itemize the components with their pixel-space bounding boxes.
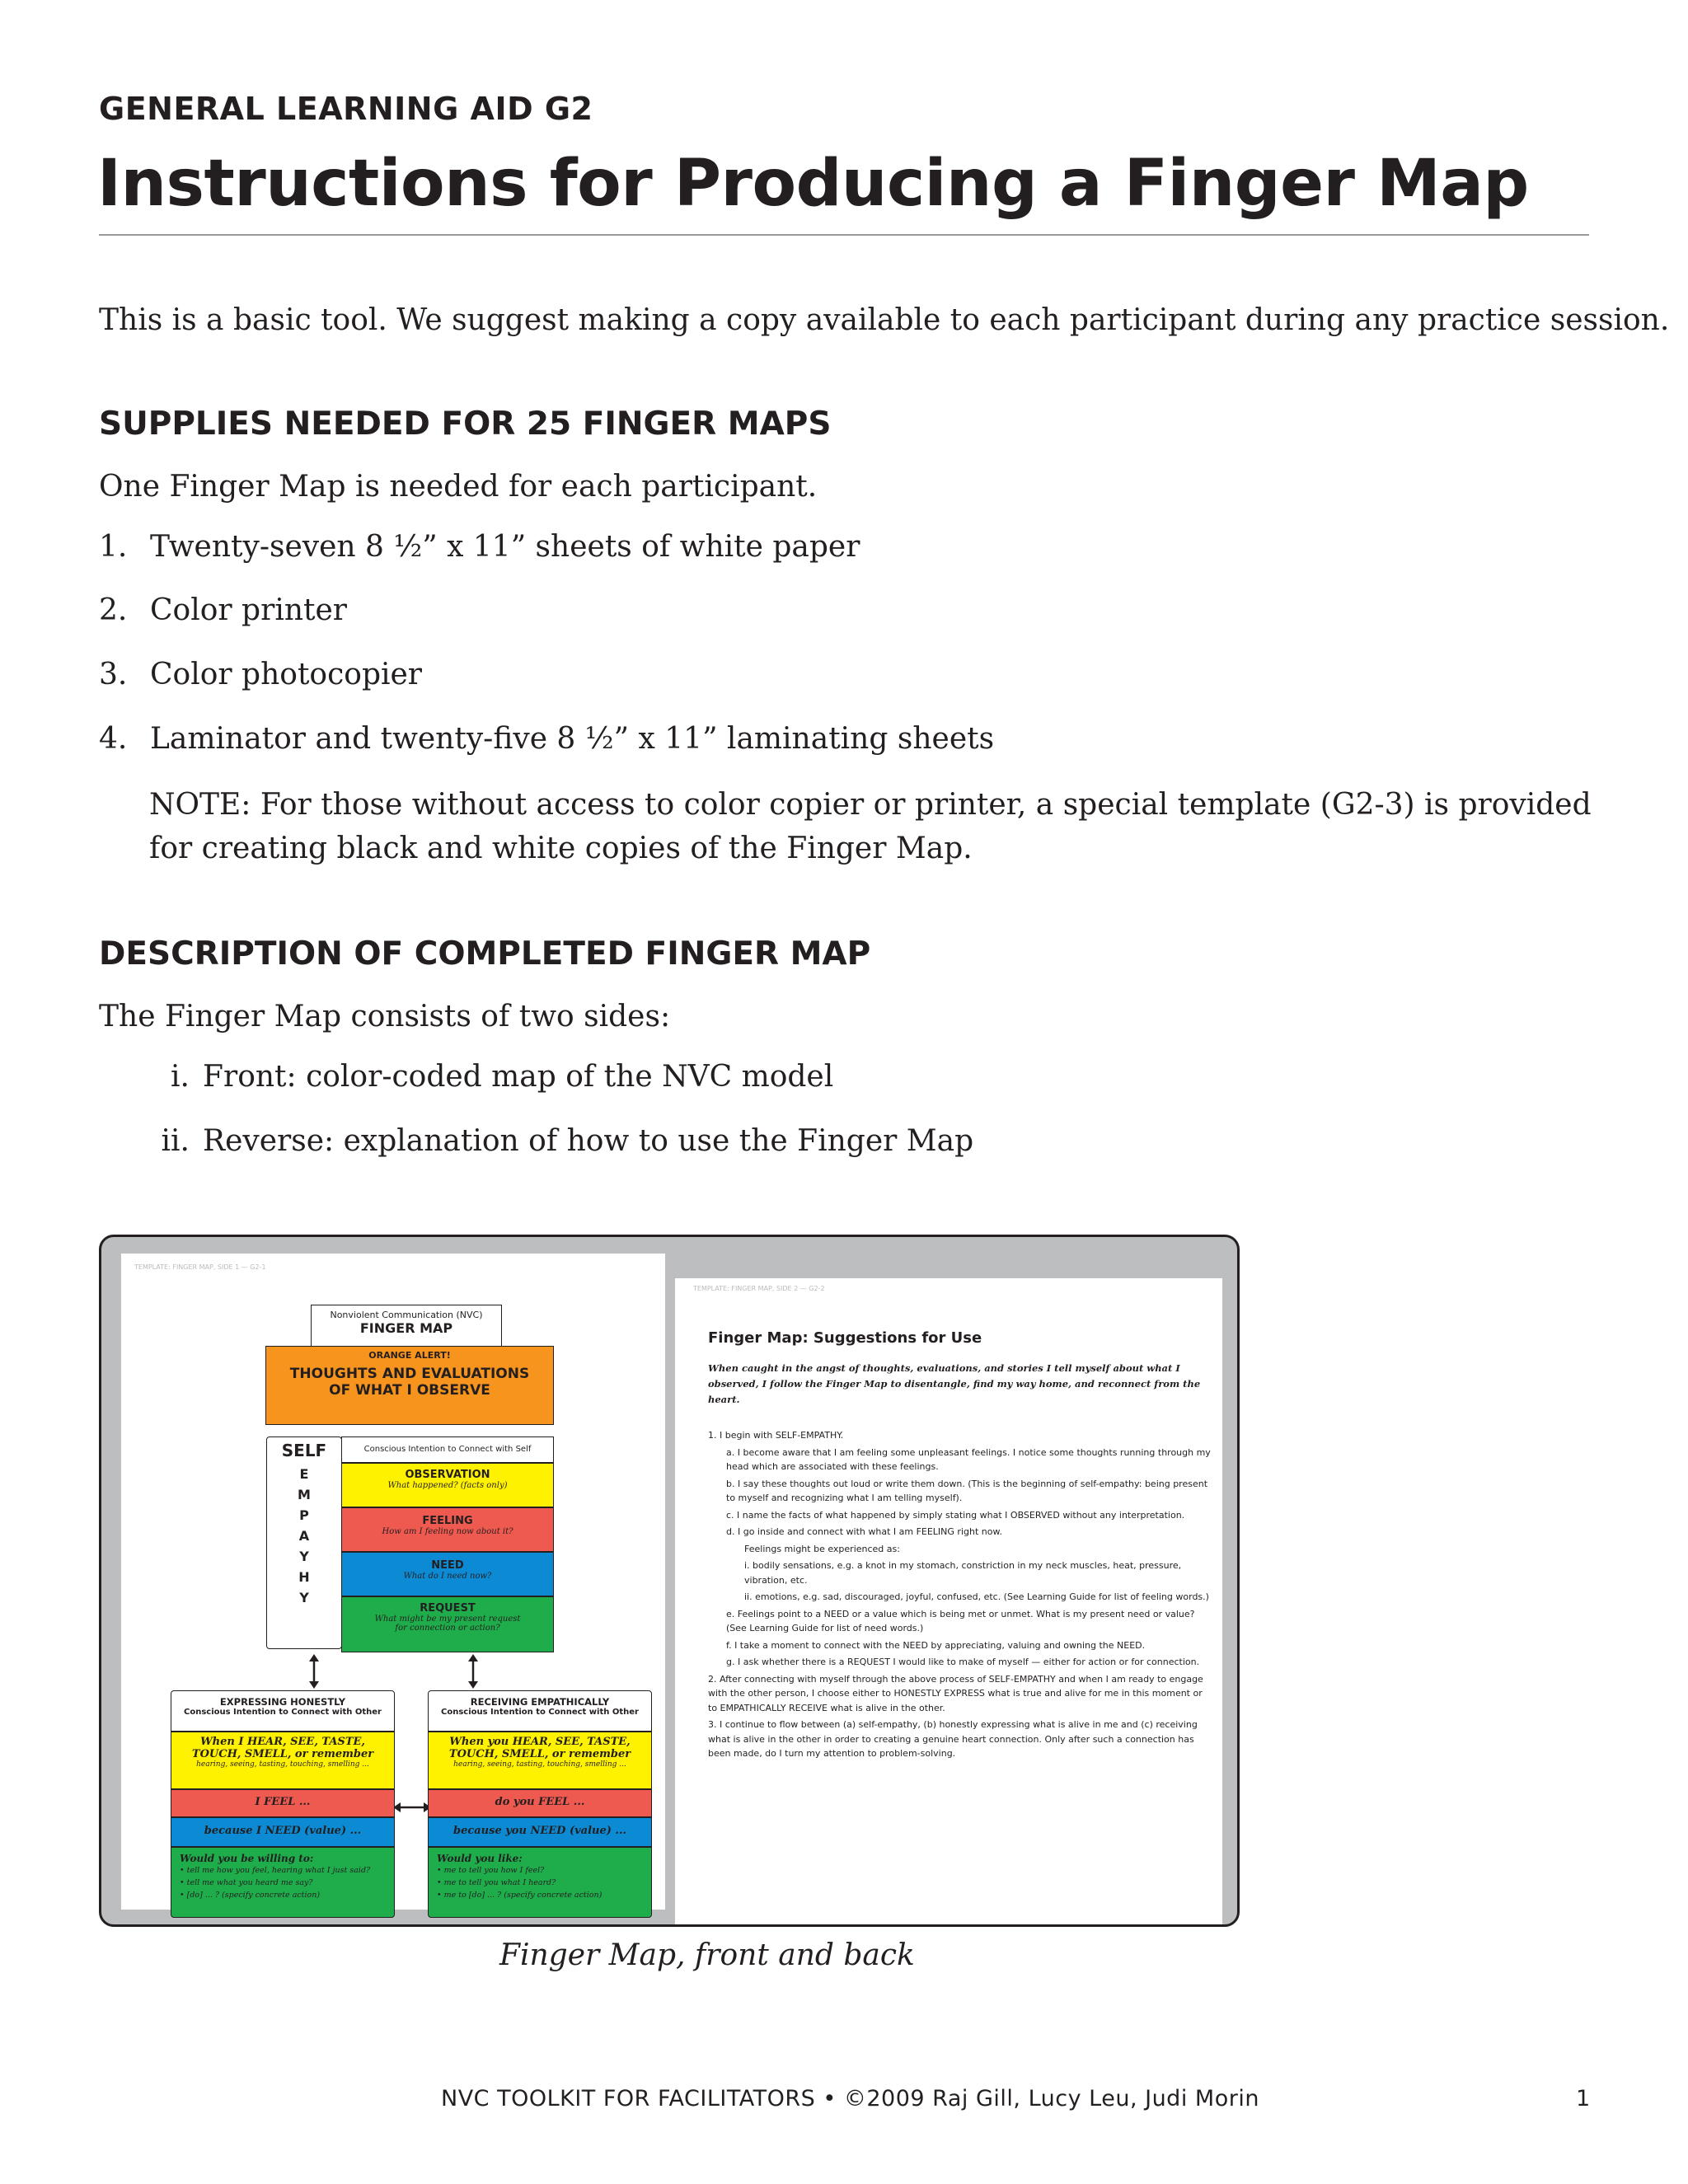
finger-map-front <box>121 1254 665 1910</box>
list-number: ii. <box>161 1124 190 1158</box>
suggestion-line: 2. After connecting with myself through the above process of SELF-EMPATHY and when I am ready to engage with the other person, I choose either to HONESTLY EXPRESS what is true and alive for me in this moment or to EMPATHICALLY RECEIVE what is alive in the other. <box>708 1673 1203 1713</box>
right-request-band <box>428 1847 652 1918</box>
feeling-sub: How am I feeling now about it? <box>382 1527 513 1536</box>
left-request-item: • tell me what you heard me say? <box>180 1878 313 1887</box>
orange-alert-box <box>265 1346 554 1425</box>
suggestion-line: 3. I continue to flow between (a) self-empathy, (b) honestly expressing what is alive in me and (c) receiving what is alive in the other in order to creating a genuine heart connection. Only after such a connection has been made, do I turn my attention to problem-solving. <box>708 1719 1198 1759</box>
description-heading: DESCRIPTION OF COMPLETED FINGER MAP <box>99 935 871 972</box>
left-request-band <box>171 1847 395 1918</box>
orange-alert-label: ORANGE ALERT! <box>368 1350 451 1361</box>
need-band <box>341 1552 554 1596</box>
request-band <box>341 1596 554 1652</box>
suggestions-list <box>708 1428 1211 1761</box>
right-request-item: • me to [do] ... ? (specify concrete action) <box>437 1891 603 1900</box>
suggestion-line: c. I name the facts of what happened by simply stating what I OBSERVED without any interpretation. <box>726 1509 1185 1521</box>
observation-sub: What happened? (facts only) <box>387 1481 508 1490</box>
page-footer: NVC TOOLKIT FOR FACILITATORS • ©2009 Raj Gill, Lucy Leu, Judi Morin <box>441 2086 1259 2111</box>
empathy-letter: Y <box>299 1549 309 1564</box>
suggestions-title: Finger Map: Suggestions for Use <box>708 1329 982 1347</box>
list-text: Twenty-seven 8 ½” x 11” sheets of white paper <box>150 530 860 564</box>
orange-line-2: OF WHAT I OBSERVE <box>329 1382 490 1399</box>
double-arrow-icon <box>467 1654 480 1689</box>
figure-caption: Finger Map, front and back <box>499 1938 915 1972</box>
suggestion-line: f. I take a moment to connect with the NEED by appreciating, valuing and owning the NEED. <box>726 1639 1146 1651</box>
double-arrow-icon <box>307 1654 321 1689</box>
left-yellow-line-1: When I HEAR, SEE, TASTE, <box>200 1736 365 1748</box>
request-sub-1: What might be my present request <box>374 1615 521 1624</box>
receiving-empathically-sub: Conscious Intention to Connect with Other <box>441 1708 639 1717</box>
description-lead: The Finger Map consists of two sides: <box>99 1000 671 1033</box>
left-yellow-line-3: hearing, seeing, tasting, touching, smelling ... <box>196 1760 369 1769</box>
expressing-honestly-sub: Conscious Intention to Connect with Other <box>184 1708 382 1717</box>
suggestion-line: b. I say these thoughts out loud or write them down. (This is the beginning of self-empathy: being present to myself and recognizing what I am telling myself). <box>726 1478 1208 1503</box>
right-yellow-line-3: hearing, seeing, tasting, touching, smelling ... <box>453 1760 626 1769</box>
right-yellow-line-2: TOUCH, SMELL, or remember <box>448 1748 631 1760</box>
right-yellow-line-1: When you HEAR, SEE, TASTE, <box>449 1736 631 1748</box>
empathy-letter: P <box>299 1507 309 1523</box>
right-request-head: Would you like: <box>437 1853 523 1864</box>
left-need-band: because I NEED (value) ... <box>171 1817 395 1847</box>
feeling-band <box>341 1507 554 1552</box>
suggestion-line: ii. emotions, e.g. sad, discouraged, joyful, confused, etc. (See Learning Guide for list of feeling words.) <box>744 1591 1209 1602</box>
empathy-letter: Y <box>299 1590 309 1605</box>
feeling-label: FEELING <box>422 1515 473 1527</box>
list-text: Color photocopier <box>150 658 423 691</box>
template-label: TEMPLATE: FINGER MAP, SIDE 1 — G2-1 <box>134 1263 266 1271</box>
supplies-heading: SUPPLIES NEEDED FOR 25 FINGER MAPS <box>99 405 832 443</box>
left-request-item: • [do] ... ? (specify concrete action) <box>180 1891 321 1900</box>
list-text: Laminator and twenty-five 8 ½” x 11” laminating sheets <box>150 722 995 756</box>
suggestion-line: g. I ask whether there is a REQUEST I would like to make of myself — either for action or for connection. <box>726 1657 1200 1667</box>
empathy-letter: A <box>298 1528 310 1544</box>
left-feel-band: I FEEL ... <box>171 1789 395 1817</box>
horizontal-arrow-icon <box>393 1801 431 1814</box>
list-text: Reverse: explanation of how to use the Finger Map <box>203 1124 974 1158</box>
page-number: 1 <box>1576 2086 1591 2111</box>
list-number: 4. <box>99 722 128 756</box>
right-request-item: • me to tell you how I feel? <box>437 1866 545 1875</box>
request-label: REQUEST <box>420 1602 476 1615</box>
suggestion-line: Feelings might be experienced as: <box>744 1543 900 1554</box>
left-yellow-band <box>171 1732 395 1789</box>
list-text: Color printer <box>150 593 347 627</box>
list-number: 3. <box>99 658 128 691</box>
empathy-letter: M <box>298 1487 311 1502</box>
expressing-honestly-header <box>171 1690 395 1732</box>
list-number: 1. <box>99 530 128 564</box>
finger-map-label: FINGER MAP <box>359 1320 453 1336</box>
self-empathy-column <box>266 1436 342 1649</box>
need-label: NEED <box>431 1559 464 1572</box>
list-number: i. <box>171 1060 190 1094</box>
list-text: Front: color-coded map of the NVC model <box>203 1060 834 1094</box>
template-label: TEMPLATE: FINGER MAP, SIDE 2 — G2-2 <box>693 1285 825 1292</box>
need-sub: What do I need now? <box>403 1572 492 1581</box>
supplies-lead: One Finger Map is needed for each participant. <box>99 470 818 504</box>
orange-line-1: THOUGHTS AND EVALUATIONS <box>289 1366 530 1382</box>
right-feel-band: do you FEEL ... <box>428 1789 652 1817</box>
suggestion-line: e. Feelings point to a NEED or a value which is being met or unmet. What is my present need or value? (See Learning Guide for list of need words.) <box>726 1608 1195 1633</box>
nvc-label: Nonviolent Communication (NVC) <box>330 1310 483 1320</box>
finger-map-figure <box>99 1235 1240 1927</box>
supplies-note: NOTE: For those without access to color copier or printer, a special template (G2-3) is provided for creating black and white copies of the Finger Map. <box>149 788 1592 865</box>
request-sub-2: for connection or action? <box>395 1624 500 1633</box>
intro-text: This is a basic tool. We suggest making a copy available to each participant during any practice session. <box>99 303 1670 337</box>
left-request-item: • tell me how you feel, hearing what I just said? <box>180 1866 371 1875</box>
list-number: 2. <box>99 593 128 627</box>
section-kicker: GENERAL LEARNING AID G2 <box>99 91 593 127</box>
left-yellow-line-2: TOUCH, SMELL, or remember <box>191 1748 374 1760</box>
finger-map-title-box <box>311 1305 502 1346</box>
suggestion-line: i. bodily sensations, e.g. a knot in my stomach, constriction in my neck muscles, heat, pressure, vibration, etc. <box>744 1560 1182 1586</box>
suggestions-intro: When caught in the angst of thoughts, evaluations, and stories I tell myself about what I observed, I follow the Finger Map to disentangle, find my way home, and reconnect from the heart. <box>708 1362 1201 1405</box>
right-need-band: because you NEED (value) ... <box>428 1817 652 1847</box>
observation-label: OBSERVATION <box>405 1469 490 1481</box>
left-request-head: Would you be willing to: <box>180 1853 314 1864</box>
receiving-empathically-title: RECEIVING EMPATHICALLY <box>470 1696 610 1708</box>
receiving-empathically-header <box>428 1690 652 1732</box>
empathy-letter: H <box>298 1569 310 1585</box>
self-label: SELF <box>281 1441 327 1460</box>
finger-map-back <box>675 1278 1222 1927</box>
expressing-honestly-title: EXPRESSING HONESTLY <box>219 1696 346 1708</box>
observation-band <box>341 1463 554 1507</box>
empathy-letter: E <box>299 1466 309 1482</box>
suggestion-line: a. I become aware that I am feeling some unpleasant feelings. I notice some thoughts running through my head which are associated with these feelings. <box>726 1446 1211 1472</box>
right-request-item: • me to tell you what I heard? <box>437 1878 556 1887</box>
page-title: Instructions for Producing a Finger Map <box>97 147 1529 221</box>
title-divider <box>99 234 1589 236</box>
right-yellow-band <box>428 1732 652 1789</box>
self-intention-label: Conscious Intention to Connect with Self <box>341 1436 554 1463</box>
suggestion-line: d. I go inside and connect with what I am FEELING right now. <box>726 1526 1002 1537</box>
suggestion-line: 1. I begin with SELF-EMPATHY. <box>708 1430 844 1441</box>
